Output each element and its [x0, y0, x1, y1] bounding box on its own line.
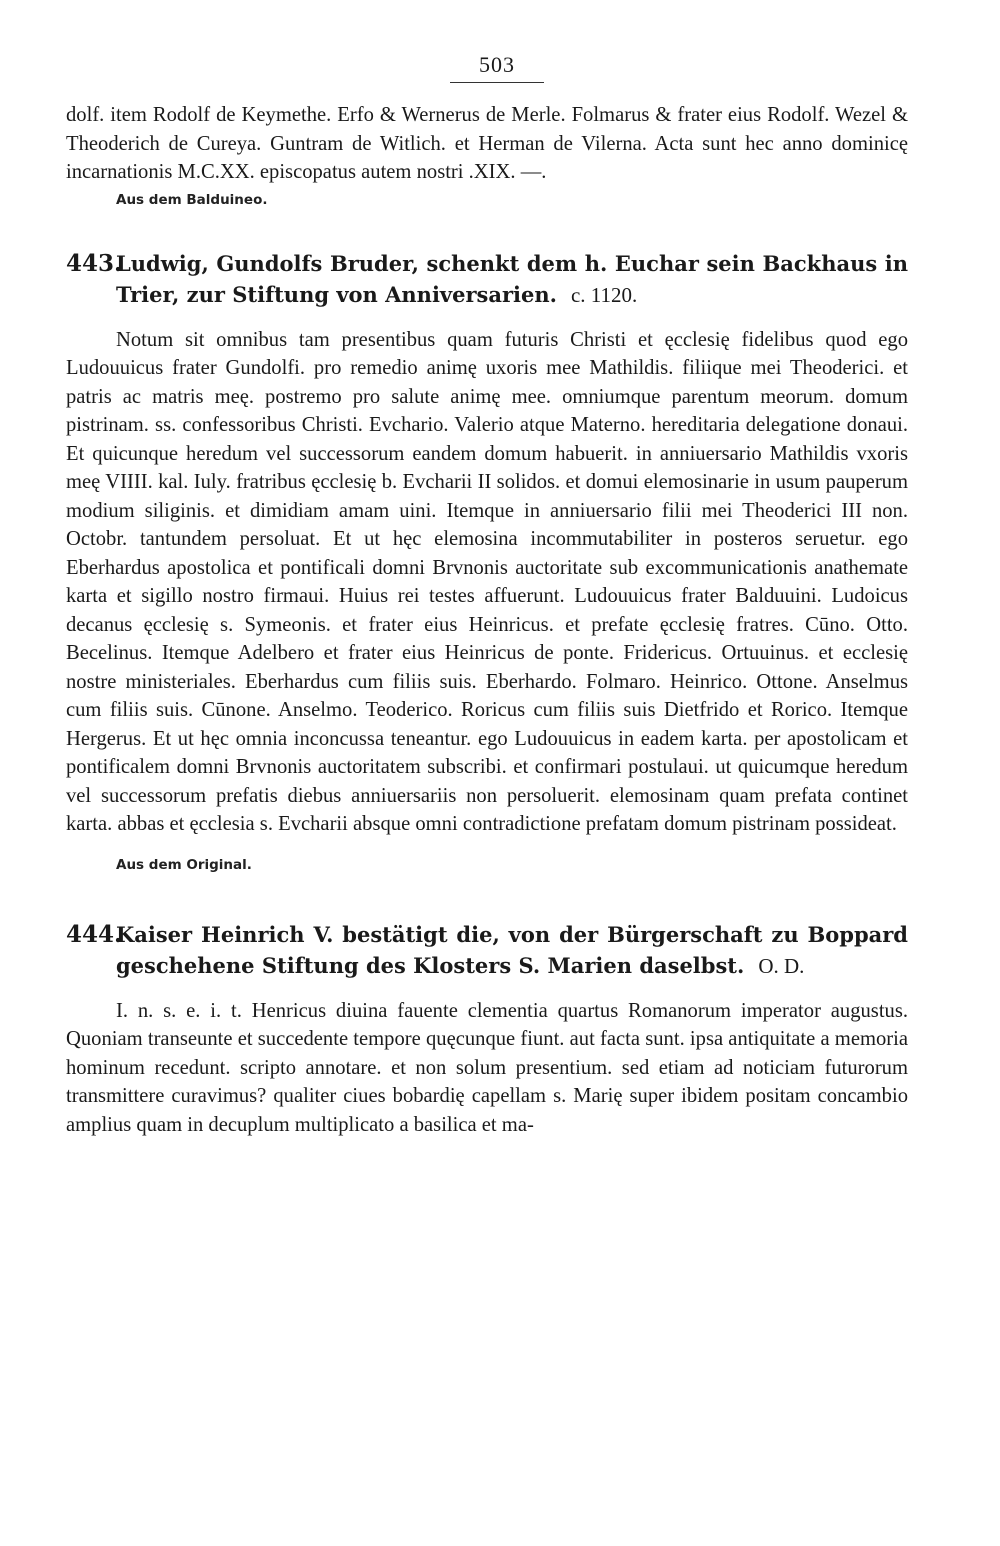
charter-444-number: 444. [66, 920, 123, 948]
page-number: 503 [479, 52, 515, 77]
charter-444-heading-title: Kaiser Heinrich V. bestätigt die, von der Bürgerschaft zu Boppard geschehene Stiftung des Klosters S. Marien daselbst. [116, 921, 908, 978]
charter-444-date: O. D. [758, 953, 805, 978]
charter-443-heading-title: Ludwig, Gundolfs Bruder, schenkt dem h. Euchar sein Backhaus in Trier, zur Stiftung von Anniversarien. [116, 250, 908, 307]
charter-444-heading-text [116, 919, 908, 982]
charter-443-body: Notum sit omnibus tam presentibus quam futuris Christi et ęcclesię fidelibus quod ego Ludouuicus frater Gundolfi. pro remedio animę uxoris mee Mathildis. filiique mei Theoderici. et patris ac matris meę. postremo pro salute animę mee. omniumque parentum meorum. domum pistrinam. ss. confessoribus Christi. Evchario. Valerio atque Materno. hereditaria delegatione donaui. Et quicunque heredum vel successorum eandem domum habuerit. in anniuersario Mathildis vxoris meę VIIII. kal. Iuly. fratribus ęcclesię b. Evcharii II solidos. et domui elemosinarie in usum pauperum modium siliginis. et dimidiam amam uini. Itemque in anniuersario filii mei Theoderici III non. Octobr. tantundem persoluat. Et ut hęc elemosina incommutabiliter in posteros seruetur. ego Eberhardus apostolica et pontificali domni Brvnonis auctoritate sub excommunicationis anathemate karta et sigillo nostro firmaui. Huius rei testes affuerunt. Ludouuicus frater Balduuini. Ludoicus decanus ęcclesię s. Symeonis. et frater eius Heinricus. et prefate ęcclesię fratres. Cūno. Otto. Becelinus. Itemque Adelbero et frater eius Heinricus de ponte. Fridericus. Ortuuinus. et ecclesię nostre ministeriales. Eberhardus cum filiis suis. Eberhardo. Folmaro. Heinrico. Ottone. Anselmus cum filiis suis. Cūnone. Anselmo. Teoderico. Roricus cum filiis suis Dietfrido et Rorico. Itemque Hergerus. Et ut hęc omnia inconcussa teneantur. ego Ludouuicus in eadem karta. per apostolicam et pontificalem domni Brvnonis auctoritatem subscribi. et confirmari postulaui. ut quicumque heredum vel successorum prefatis diebus anniuersariis non persoluerit. elemosinam quam prefata continet karta. abbas et ęcclesia s. Evcharii absque omni contradictione prefatam domum pistrinam possideat. [66, 328, 908, 835]
charter-443-date: c. 1120. [570, 282, 638, 307]
charter-442-text: dolf. item Rodolf de Keymethe. Erfo & Wernerus de Merle. Folmarus & frater eius Rodolf. Wezel & Theoderich de Cureya. Guntram de Witlich. et Herman de Vilerna. Acta sunt hec anno dominicę incarnationis M.C.XX. episcopatus autem nostri .XIX. —. [66, 104, 908, 183]
charter-444-text [66, 997, 908, 1140]
charter-443 [66, 248, 908, 873]
source-note-443: Aus dem Original. [116, 856, 252, 873]
source-note-442: Aus dem Balduineo. [116, 191, 268, 208]
charter-443-text [66, 326, 908, 839]
charter-444-body: I. n. s. e. i. t. Henricus diuina fauente clementia quartus Romanorum imperator augustus. Quoniam transeunte et succedente tempore quęcunque fiunt. aut facta sunt. ipsa antiquitate a memoria hominum recedunt. scripto annotare. et non solum presentium. sed etiam ad noticiam futurorum transmittere curavimus? qualiter ciues bobardię capellam s. Marię super ibidem positam concambio amplius quam in decuplum multiplicato a basilica et ma- [66, 999, 908, 1136]
charter-443-heading [66, 248, 908, 311]
charter-443-heading-text [116, 248, 908, 311]
charter-442-continuation [66, 101, 908, 208]
book-page [66, 52, 908, 1139]
charter-444-heading [66, 919, 908, 982]
page-number-rule [450, 82, 544, 83]
charter-443-number: 443. [66, 249, 123, 277]
charter-444 [66, 919, 908, 1140]
